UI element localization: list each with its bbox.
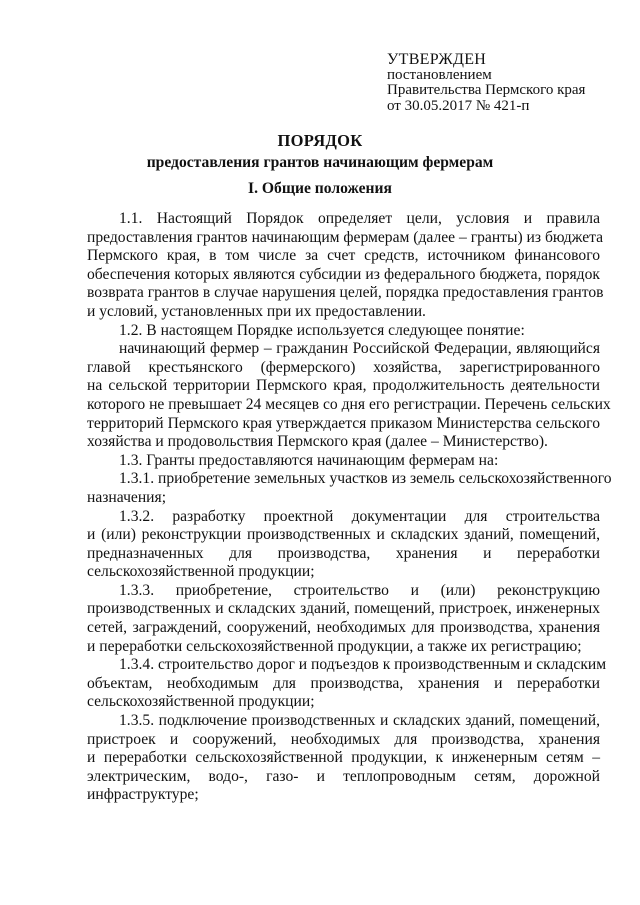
paragraph [87,340,611,452]
paragraph-line: сельскохозяйственной продукции; [87,563,315,581]
section-heading: I. Общие положения [248,180,392,197]
document-body [87,210,612,805]
paragraph-line: сетей, заграждений, сооружений, необходимых для производства, хранения [87,619,600,637]
paragraph-line: 1.3.5. подключение производственных и складских зданий, помещений, [119,712,600,730]
paragraph [87,712,600,805]
approval-line: постановлением [387,66,492,83]
paragraph-line: и переработки сельскохозяйственной продукции, а также их регистрацию; [87,637,582,655]
paragraph-line: назначения; [87,488,167,506]
paragraph-line: 1.3.4. строительство дорог и подъездов к производственным и складским [119,656,607,674]
approval-line: от 30.05.2017 № 421-п [387,97,530,114]
paragraph-line: и переработки сельскохозяйственной продукции, к инженерным сетям – [87,749,600,767]
paragraph-line: 1.3. Гранты предоставляются начинающим фермерам на: [119,451,499,469]
paragraph-line: сельскохозяйственной продукции; [87,693,315,711]
paragraph-line: 1.2. В настоящем Порядке используется следующее понятие: [119,321,525,339]
paragraph-line: которого не превышает 24 месяцев со дня его регистрации. Перечень сельских [87,395,611,413]
approval-stamp [387,52,627,114]
approval-line: Правительства Пермского края [387,82,586,98]
paragraph [87,470,612,507]
paragraph-line: Пермского края, в том числе за счет средств, источником финансового [87,247,600,265]
paragraph-line: возврата грантов в случае нарушения целей, порядка предоставления грантов [87,284,604,302]
paragraph-line: 1.3.1. приобретение земельных участков из земель сельскохозяйственного [119,470,612,488]
paragraph [87,452,600,471]
paragraph-line: 1.1. Настоящий Порядок определяет цели, условия и правила [119,210,600,227]
paragraph-line: хозяйства и продовольствия Пермского края (далее – Министерство). [87,433,548,451]
paragraph-line: на сельской территории Пермского края, продолжительность деятельности [87,377,600,395]
paragraph-line: 1.3.3. приобретение, строительство и (или) реконструкцию [119,581,600,599]
document-title: ПОРЯДОК [277,131,363,150]
approval-heading: УТВЕРЖДЕН [387,51,487,68]
paragraph-line: и (или) реконструкции производственных и складских зданий, помещений, [87,526,600,544]
paragraph-line: инфраструктуре; [87,786,199,804]
paragraph-line: предназначенных для производства, хранения и переработки [87,544,600,562]
paragraph-line: и условий, установленных при их предоставлении. [87,302,426,320]
paragraph-line: территорий Пермского края утверждается приказом Министерства сельского [87,414,600,432]
document-subtitle: предоставления грантов начинающим фермерам [146,154,494,171]
paragraph-line: главой крестьянского (фермерского) хозяйства, зарегистрированного [87,358,600,376]
paragraph [87,508,600,582]
paragraph-line: объектам, необходимым для производства, хранения и переработки [87,674,600,692]
paragraph-line: производственных и складских зданий, помещений, пристроек, инженерных [87,600,600,618]
paragraph [87,582,600,656]
paragraph [87,656,607,712]
paragraph-line: предоставления грантов начинающим фермерам (далее – гранты) из бюджета [87,228,604,246]
paragraph-line: электрическим, водо-, газо- и теплопроводным сетям, дорожной [87,767,600,785]
paragraph-line: 1.3.2. разработку проектной документации для строительства [119,507,600,525]
paragraph-line: начинающий фермер – гражданин Российской Федерации, являющийся [119,340,600,358]
paragraph [87,210,604,322]
paragraph-line: пристроек и сооружений, необходимых для производства, хранения [87,730,600,748]
paragraph-line: обеспечения которых являются субсидии из федерального бюджета, порядок [87,265,600,283]
paragraph [87,322,600,341]
